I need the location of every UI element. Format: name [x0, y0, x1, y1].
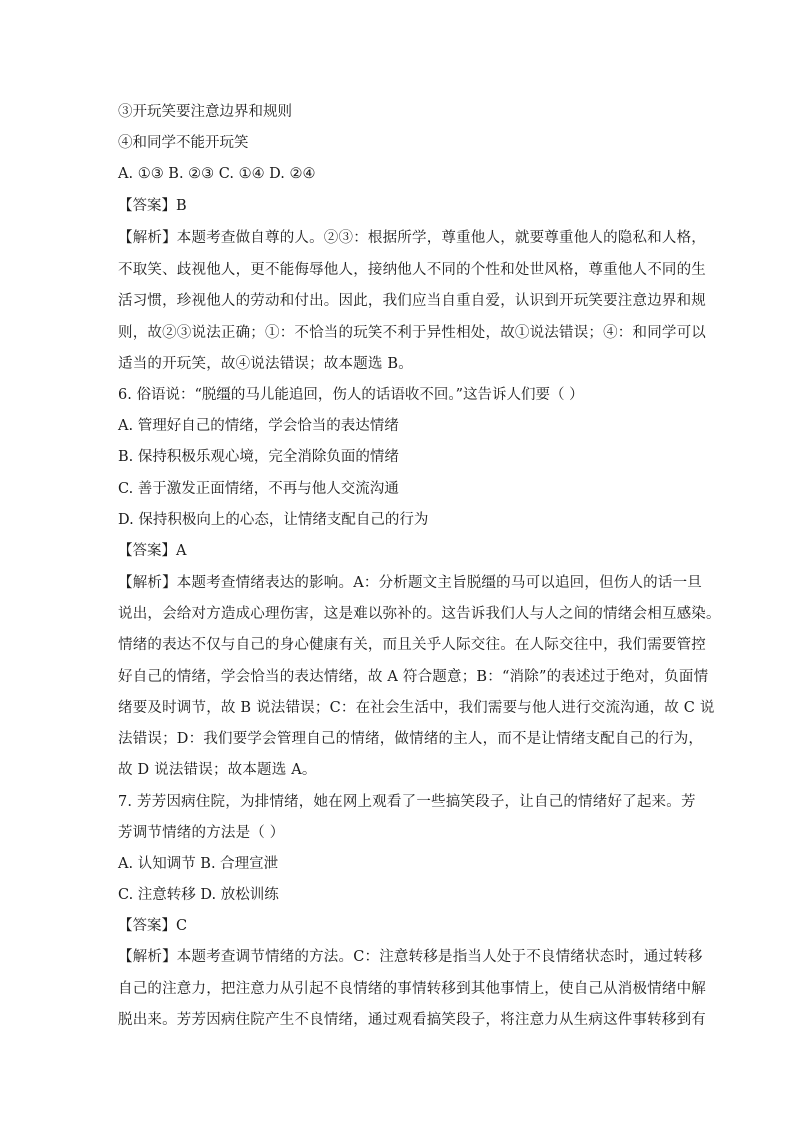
q7-answer: 【答案】C: [118, 918, 188, 934]
q6-option-b: B. 保持积极乐观心境，完全消除负面的情绪: [118, 449, 399, 465]
q7-options-row: C. 注意转移 D. 放松训练: [118, 887, 279, 903]
q5-options: A. ①③ B. ②③ C. ①④ D. ②④: [118, 166, 316, 182]
q5-analysis-line: 【解析】本题考查做自尊的人。②③：根据所学，尊重他人，就要尊重他人的隐私和人格，: [118, 230, 706, 246]
q6-answer: 【答案】A: [118, 543, 187, 559]
q6-option-c: C. 善于激发正面情绪，不再与他人交流沟通: [118, 481, 399, 497]
q5-analysis-line: 则，故②③说法正确；①：不恰当的玩笑不利于异性相处，故①说法错误；④：和同学可以: [118, 325, 706, 341]
q7-analysis-line: 【解析】本题考查调节情绪的方法。C：注意转移是指当人处于不良情绪状态时，通过转移: [118, 949, 703, 965]
q6-option-a: A. 管理好自己的情绪，学会恰当的表达情绪: [118, 418, 399, 434]
q6-analysis-line: 情绪的表达不仅与自己的身心健康有关，而且关乎人际交往。在人际交往中，我们需要管控: [118, 637, 706, 653]
q6-analysis-line: 法错误；D：我们要学会管理自己的情绪，做情绪的主人，而不是让情绪支配自己的行为，: [118, 731, 704, 747]
q7-stem-line: 芳调节情绪的方法是（ ）: [118, 825, 285, 841]
q7-options-row: A. 认知调节 B. 合理宣泄: [118, 856, 279, 872]
q5-analysis-line: 不取笑、歧视他人，更不能侮辱他人，接纳他人不同的个性和处世风格，尊重他人不同的生: [118, 262, 706, 278]
q6-analysis-line: 【解析】本题考查情绪表达的影响。A：分析题文主旨脱缰的马可以追回，但伤人的话一旦: [118, 575, 702, 591]
q7-analysis-line: 脱出来。芳芳因病住院产生不良情绪，通过观看搞笑段子，将注意力从生病这件事转移到有: [118, 1012, 706, 1028]
q5-analysis-line: 活习惯，珍视他人的劳动和付出。因此，我们应当自重自爱，认识到开玩笑要注意边界和规: [118, 293, 706, 309]
q7-analysis-line: 自己的注意力，把注意力从引起不良情绪的事情转移到其他事情上，使自己从消极情绪中解: [118, 981, 706, 997]
q5-analysis-line: 适当的开玩笑，故④说法错误；故本题选 B。: [118, 356, 413, 372]
q6-analysis-line: 绪要及时调节，故 B 说法错误；C：在社会生活中，我们需要与他人进行交流沟通，故 C 说: [118, 700, 715, 716]
q5-answer: 【答案】B: [118, 198, 187, 214]
q6-stem: 6. 俗语说：“脱缰的马儿能追回，伤人的话语收不回。”这告诉人们要（ ）: [118, 387, 584, 403]
q5-statement-3: ③开玩笑要注意边界和规则: [118, 104, 292, 120]
q7-stem-line: 7. 芳芳因病住院，为排情绪，她在网上观看了一些搞笑段子，让自己的情绪好了起来。芳: [118, 794, 696, 810]
q6-analysis-line: 故 D 说法错误；故本题选 A。: [118, 762, 317, 778]
q5-statement-4: ④和同学不能开玩笑: [118, 135, 249, 151]
q6-analysis-line: 好自己的情绪，学会恰当的表达情绪，故 A 符合题意；B：“消除”的表述过于绝对，负面情: [118, 669, 709, 685]
q6-analysis-line: 说出，会给对方造成心理伤害，这是难以弥补的。这告诉我们人与人之间的情绪会相互感染。: [118, 606, 721, 622]
q6-option-d: D. 保持积极向上的心态，让情绪支配自己的行为: [118, 512, 429, 528]
